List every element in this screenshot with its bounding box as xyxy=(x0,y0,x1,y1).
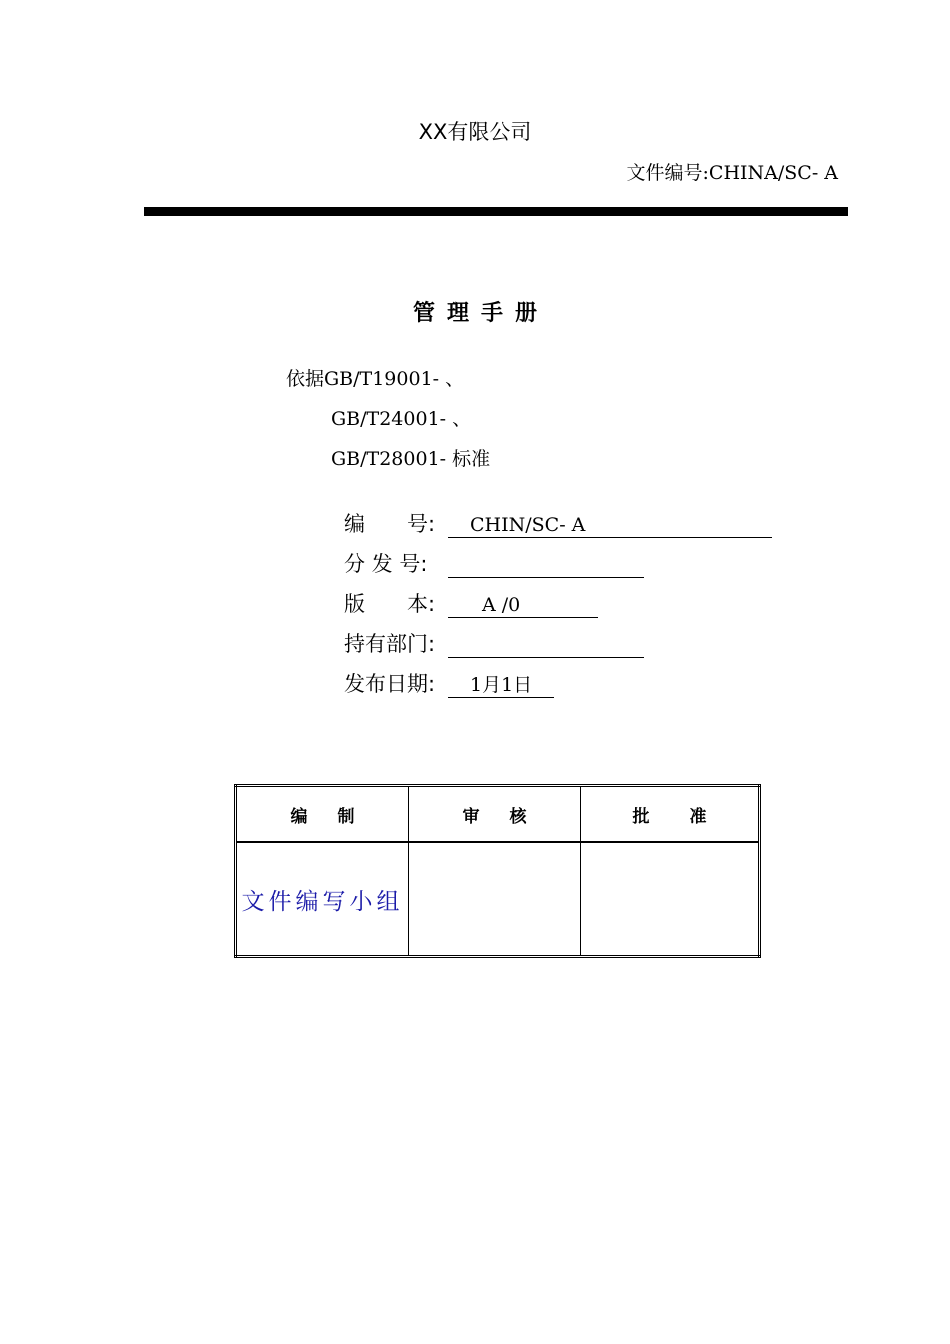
cell-review xyxy=(409,842,581,957)
basis-line-2: GB/T24001- 、 xyxy=(331,408,472,430)
company-name: XX有限公司 xyxy=(418,120,532,144)
basis-line-1: 依据GB/T19001- 、 xyxy=(286,368,465,390)
field-version xyxy=(344,588,598,618)
basis-line-3: GB/T28001- 标准 xyxy=(331,448,491,470)
header-divider xyxy=(144,207,848,216)
compile-team: 文件编写小组 xyxy=(241,888,404,915)
field-label: 持有部门: xyxy=(344,632,436,656)
field-distribution-number xyxy=(344,548,644,578)
cell-approve xyxy=(581,842,760,957)
field-value: A /0 xyxy=(448,592,598,618)
signature-table xyxy=(234,784,761,958)
field-value xyxy=(448,552,644,578)
field-label: 版 本: xyxy=(344,592,436,616)
field-value: 1月1日 xyxy=(448,672,554,698)
field-label: 编 号: xyxy=(344,512,436,536)
document-number: 文件编号:CHINA/SC- A xyxy=(626,162,838,184)
header-compile: 编制 xyxy=(236,786,409,843)
document-title: 管理手册 xyxy=(412,301,549,326)
field-label: 分 发 号: xyxy=(344,552,428,576)
field-release-date xyxy=(344,668,554,698)
header-review: 审核 xyxy=(409,786,581,843)
field-value xyxy=(448,632,644,658)
table-header-row xyxy=(236,786,760,843)
field-value: CHIN/SC- A xyxy=(448,512,772,538)
field-label: 发布日期: xyxy=(344,672,436,696)
header-approve: 批准 xyxy=(581,786,760,843)
field-doc-number xyxy=(344,508,772,538)
cell-compile xyxy=(236,842,409,957)
table-row xyxy=(236,842,760,957)
field-holding-department xyxy=(344,628,644,658)
